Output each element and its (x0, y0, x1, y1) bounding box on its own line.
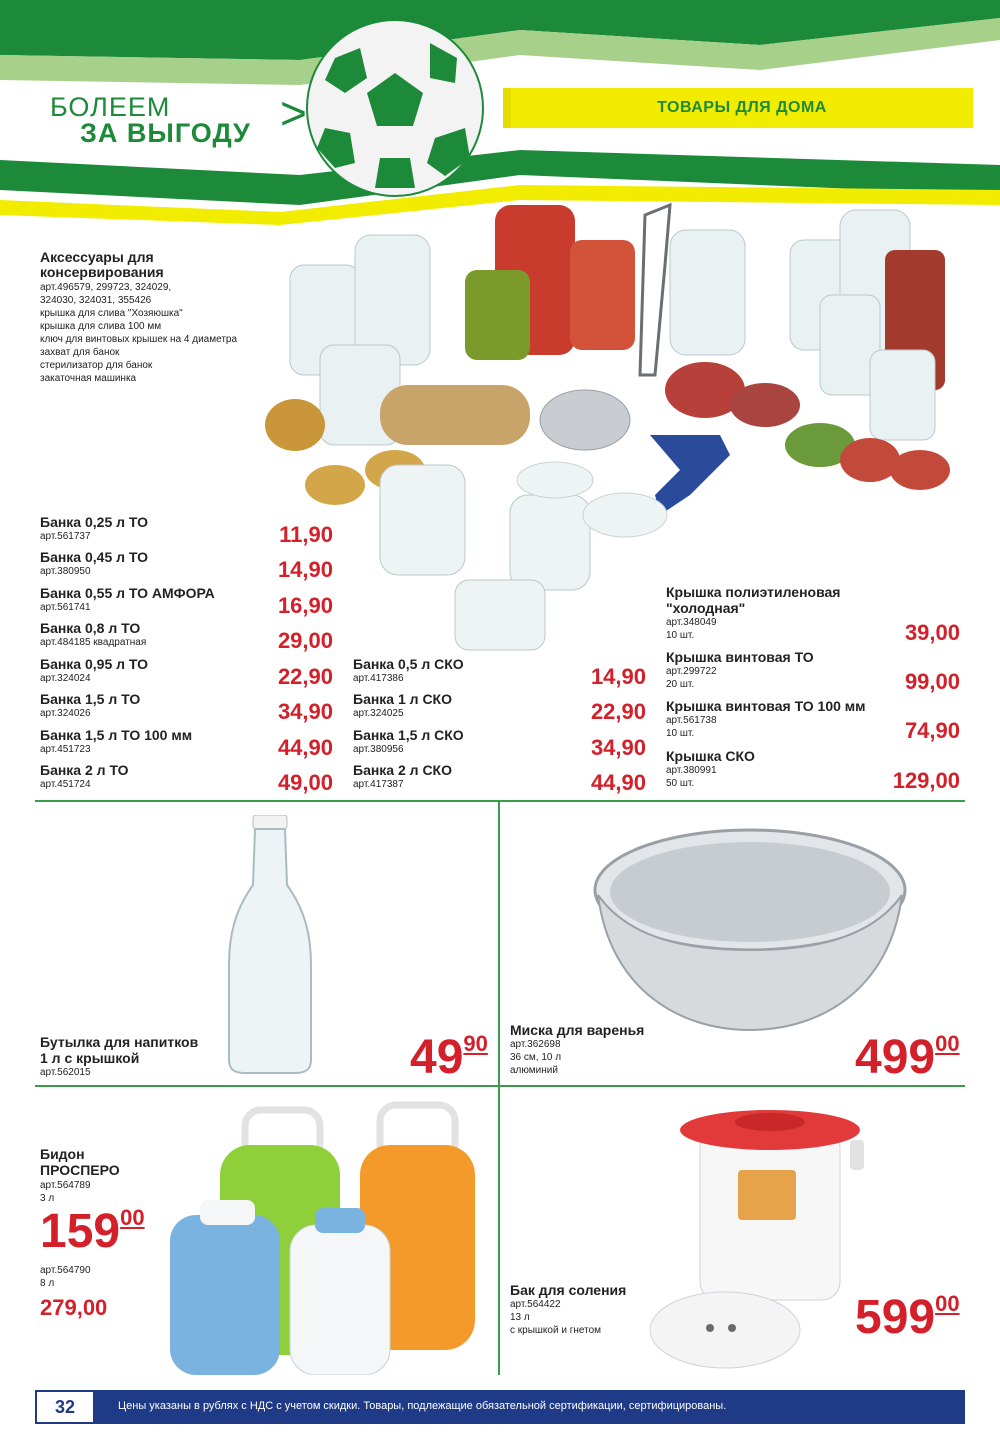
accessories-line: закаточная машинка (40, 373, 137, 384)
price-integer: 49 (410, 1031, 464, 1084)
bowl-material: алюминий (510, 1065, 558, 1076)
product-price: 29,00 (277, 628, 333, 653)
product-name: Крышка СКО (666, 748, 755, 764)
product-code: арт.324024 (40, 673, 91, 684)
lids-list (666, 584, 964, 796)
product-name: Крышка винтовая ТО 100 мм (666, 698, 866, 714)
list-item (40, 762, 336, 798)
list-item (40, 727, 336, 763)
price-decimal: 00 (120, 1205, 145, 1230)
product-price: 14,90 (277, 557, 333, 582)
product-code: арт.299722 (666, 666, 717, 677)
bowl-price (855, 1030, 960, 1085)
product-code: арт.417387 (353, 779, 404, 790)
price-decimal: 90 (463, 1031, 488, 1056)
list-item (666, 584, 964, 644)
milk-can-image (160, 1100, 480, 1375)
jars-to-list (40, 514, 336, 796)
product-name: Банка 2 л ТО (40, 762, 129, 778)
product-code: арт.417386 (353, 673, 404, 684)
accessories-line: захват для банок (40, 347, 120, 358)
product-price: 39,00 (904, 620, 960, 645)
list-item (353, 691, 649, 727)
divider (498, 800, 500, 1375)
product-price: 16,90 (277, 593, 333, 618)
product-price: 44,90 (590, 770, 646, 795)
list-item (353, 727, 649, 763)
list-item (40, 620, 336, 656)
product-qty: 10 шт. (666, 728, 695, 739)
list-item (40, 656, 336, 692)
divider (35, 800, 965, 802)
product-code: арт.451723 (40, 744, 91, 755)
price-integer: 499 (855, 1031, 936, 1084)
product-name: Банка 1 л СКО (353, 691, 452, 707)
can-price-small (40, 1204, 145, 1259)
product-name: Банка 0,45 л ТО (40, 549, 149, 565)
accessories-line: крышка для слива "Хозяюшка" (40, 308, 183, 319)
product-code: арт.324026 (40, 708, 91, 719)
can-code-small: арт.564789 (40, 1180, 91, 1191)
list-item (353, 656, 649, 692)
product-name: Банка 2 л СКО (353, 762, 452, 778)
price-integer: 159 (40, 1205, 121, 1258)
list-item (40, 514, 336, 550)
product-price: 49,00 (277, 770, 333, 795)
bowl-name: Миска для варенья (510, 1022, 645, 1038)
product-name: Крышка полиэтиленовая (666, 584, 841, 600)
product-name: Банка 0,95 л ТО (40, 656, 149, 672)
list-item (666, 748, 964, 794)
can-volume-large: 8 л (40, 1278, 55, 1289)
jars-sko-list (353, 656, 649, 796)
product-name: Банка 0,5 л СКО (353, 656, 464, 672)
accessories-line: 324030, 324031, 355426 (40, 295, 152, 306)
product-name: Банка 0,55 л ТО АМФОРА (40, 585, 215, 601)
accessories-line: крышка для слива 100 мм (40, 321, 162, 332)
tank-price (855, 1290, 960, 1345)
brand-line-2: ЗА ВЫГОДУ (80, 118, 251, 148)
product-code: арт.484185 квадратная (40, 637, 147, 648)
product-price: 22,90 (277, 664, 333, 689)
product-price: 34,90 (277, 699, 333, 724)
product-price: 129,00 (892, 768, 960, 793)
bottle-image (225, 815, 315, 1075)
product-name: Крышка винтовая ТО (666, 649, 814, 665)
list-item (666, 649, 964, 695)
category-title: ТОВАРЫ ДЛЯ ДОМА (657, 99, 827, 116)
product-price: 22,90 (590, 699, 646, 724)
accessories-line: стерилизатор для банок (40, 360, 153, 371)
price-decimal: 00 (935, 1031, 960, 1056)
product-qty: 20 шт. (666, 679, 695, 690)
product-price: 44,90 (277, 735, 333, 760)
page-number: 32 (35, 1390, 95, 1424)
bowl-image (590, 820, 910, 1040)
bottle-name-line2: 1 л с крышкой (40, 1050, 140, 1066)
list-item (353, 762, 649, 798)
bottle-code: арт.562015 (40, 1067, 91, 1078)
product-name: Банка 1,5 л СКО (353, 727, 464, 743)
list-item (666, 698, 964, 744)
product-code: арт.380991 (666, 765, 717, 776)
product-qty: 50 шт. (666, 778, 695, 789)
chevron-right-icon: > (280, 87, 307, 139)
product-price: 99,00 (904, 669, 960, 694)
brand-line-1: БОЛЕЕМ (50, 92, 171, 122)
product-code: арт.561737 (40, 531, 91, 542)
product-name: Банка 1,5 л ТО 100 мм (40, 727, 193, 743)
accessories-title: Аксессуары для консервирования (40, 249, 164, 280)
product-code: арт.380950 (40, 566, 91, 577)
list-item (40, 585, 336, 621)
accessories-line: арт.496579, 299723, 324029, (40, 282, 172, 293)
footer-note: Цены указаны в рублях с НДС с учетом скидки. Товары, подлежащие обязательной сертификации, сертифицированы. (118, 1400, 727, 1412)
product-qty: 10 шт. (666, 630, 695, 641)
product-code: арт.561741 (40, 602, 91, 613)
bottle-name: Бутылка для напитков (40, 1034, 199, 1050)
price-decimal: 00 (935, 1291, 960, 1316)
product-price: 74,90 (904, 718, 960, 743)
product-code: арт.561738 (666, 715, 717, 726)
can-volume-small: 3 л (40, 1193, 55, 1204)
product-code: арт.451724 (40, 779, 91, 790)
product-name: Банка 1,5 л ТО (40, 691, 141, 707)
product-code: арт.348049 (666, 617, 717, 628)
tank-description: с крышкой и гнетом (510, 1325, 602, 1336)
tank-volume: 13 л (510, 1312, 530, 1323)
product-code: арт.380956 (353, 744, 404, 755)
tank-code: арт.564422 (510, 1299, 561, 1310)
list-item (40, 549, 336, 585)
product-price: 11,90 (279, 522, 333, 547)
bowl-code: арт.362698 (510, 1039, 561, 1050)
price-integer: 599 (855, 1291, 936, 1344)
can-name: Бидон (40, 1146, 85, 1162)
product-code: арт.324025 (353, 708, 404, 719)
product-price: 14,90 (590, 664, 646, 689)
divider (35, 1085, 965, 1087)
can-price-large: 279,00 (40, 1295, 108, 1320)
category-tab (503, 88, 973, 128)
soccer-ball-icon (305, 18, 485, 198)
list-item (40, 691, 336, 727)
bowl-size: 36 см, 10 л (510, 1052, 562, 1063)
product-name: Банка 0,8 л ТО (40, 620, 141, 636)
accessories-line: ключ для винтовых крышек на 4 диаметра (40, 334, 238, 345)
pickling-tank-image (640, 1100, 880, 1380)
can-code-large: арт.564790 (40, 1265, 91, 1276)
product-name: Банка 0,25 л ТО (40, 514, 149, 530)
product-price: 34,90 (590, 735, 646, 760)
tank-name: Бак для соления (510, 1282, 627, 1298)
bottle-price (410, 1030, 488, 1085)
can-model: ПРОСПЕРО (40, 1162, 120, 1178)
product-name-line2: "холодная" (666, 600, 746, 616)
